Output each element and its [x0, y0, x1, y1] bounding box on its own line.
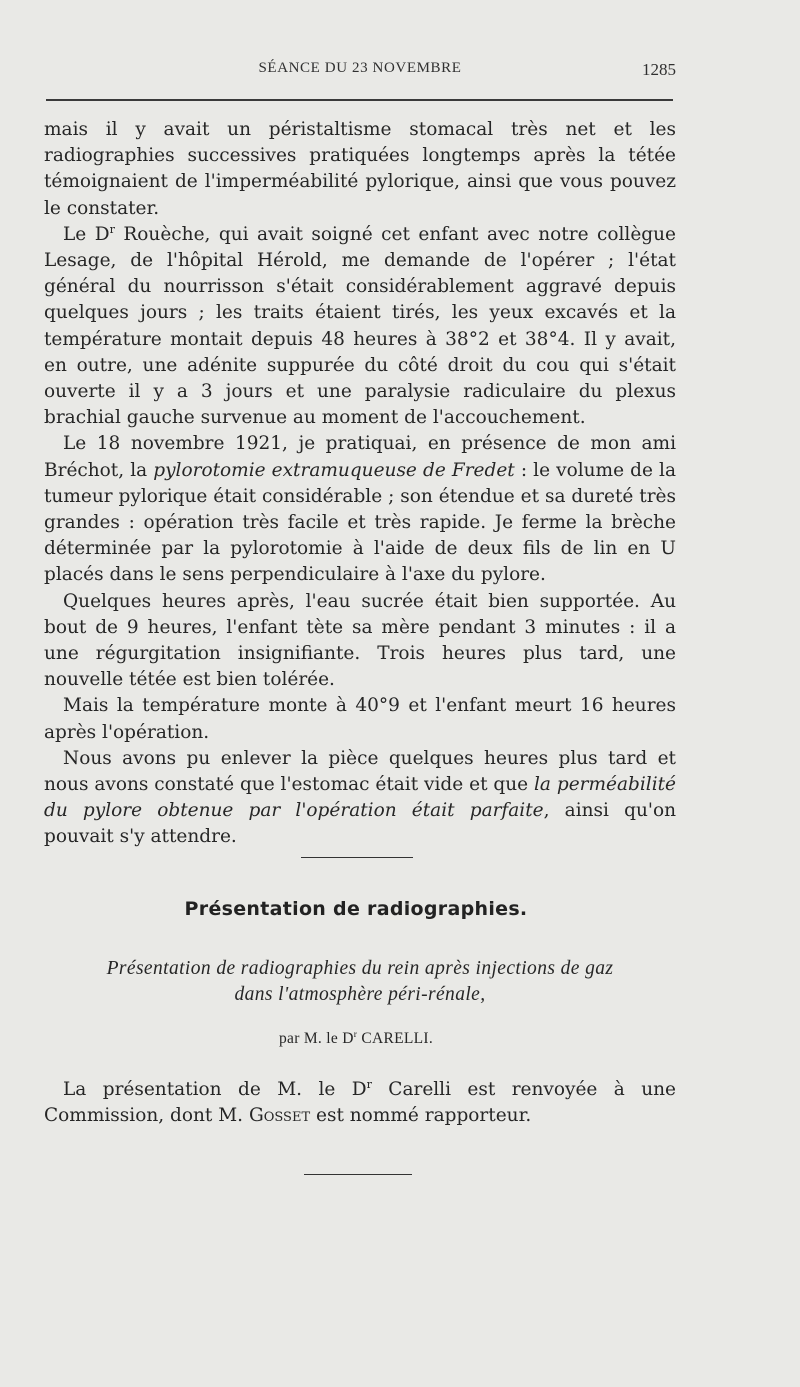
communication-title-line-2: dans l'atmosphère péri-rénale, — [234, 984, 486, 1005]
article-body — [44, 117, 676, 851]
paragraph-2: Le $D^r$ Rouèche, qui avait soigné cet enfant avec notre collègue Lesage, de l'hôpital Hérold, me demande de l'opérer ; l'état général du nourrisson s'était considérablement aggravé depuis quelques jours ; les traits étaient tirés, les yeux excavés et la température montait depuis 48 heures à 38°2 et 38°4. Il y avait, en outre, une adénite suppurée du côté droit du cou qui s'était ouverte il y a 3 jours et une paralysie radiculaire du plexus brachial gauche survenue au moment de l'accouchement. — [44, 222, 676, 429]
paragraph-3: Le 18 novembre 1921, je pratiquai, en présence de mon ami Bréchot, la pylorotomie extramuqueuse de Fredet : le volume de la tumeur pylorique était considérable ; son étendue et sa dureté très grandes : opération très facile et très rapide. Je ferme la brèche déterminée par la pylorotomie à l'aide de deux fils de lin en U placés dans le sens perpendiculaire à l'axe du pylore. — [44, 433, 676, 586]
communication-title-line-1: Présentation de radiographies du rein après injections de gaz — [106, 958, 614, 979]
communication-title — [44, 956, 676, 1008]
emphasis-conclusion: la perméabilité du pylore obtenue par l'opération était parfaite — [44, 774, 676, 822]
procedure-name: pylorotomie extramuqueuse de Fredet — [153, 459, 515, 481]
running-head: SÉANCE DU 23 NOVEMBRE — [258, 60, 462, 76]
header-rule — [46, 99, 673, 101]
paragraph-5: Mais la température monte à 40°9 et l'enfant meurt 16 heures après l'opération. — [44, 695, 676, 743]
commission-paragraph: La présentation de M. le $D^r$ Carelli est renvoyée à une Commission, dont M. Gosset est nommé rapporteur. — [44, 1077, 676, 1127]
end-separator — [304, 1174, 412, 1175]
paragraph-4: Quelques heures après, l'eau sucrée était bien supportée. Au bout de 9 heures, l'enfant tète sa mère pendant 3 minutes : il a une régurgitation insignifiante. Trois heures plus tard, une nouvelle tétée est bien tolérée. — [44, 590, 676, 691]
paragraph-6: Nous avons pu enlever la pièce quelques heures plus tard et nous avons constaté que l'estomac était vide et que la perméabilité du pylore obtenue par l'opération était parfaite, ainsi qu'on pouvait s'y attendre. — [44, 747, 677, 848]
section-title: Présentation de radiographies. — [184, 898, 528, 920]
paragraph-1: mais il y avait un péristaltisme stomacal très net et les radiographies successives pratiquées longtemps après la tétée témoignaient de l'imperméabilité pylorique, ainsi que vous pouvez le constater. — [44, 119, 676, 219]
page-number: 1285 — [642, 60, 676, 79]
section-separator — [301, 857, 413, 858]
rapporteur-name: Gosset — [248, 1105, 311, 1127]
author-byline: par M. le $D^r$ CARELLI. — [278, 1029, 434, 1047]
page-header — [44, 60, 676, 84]
